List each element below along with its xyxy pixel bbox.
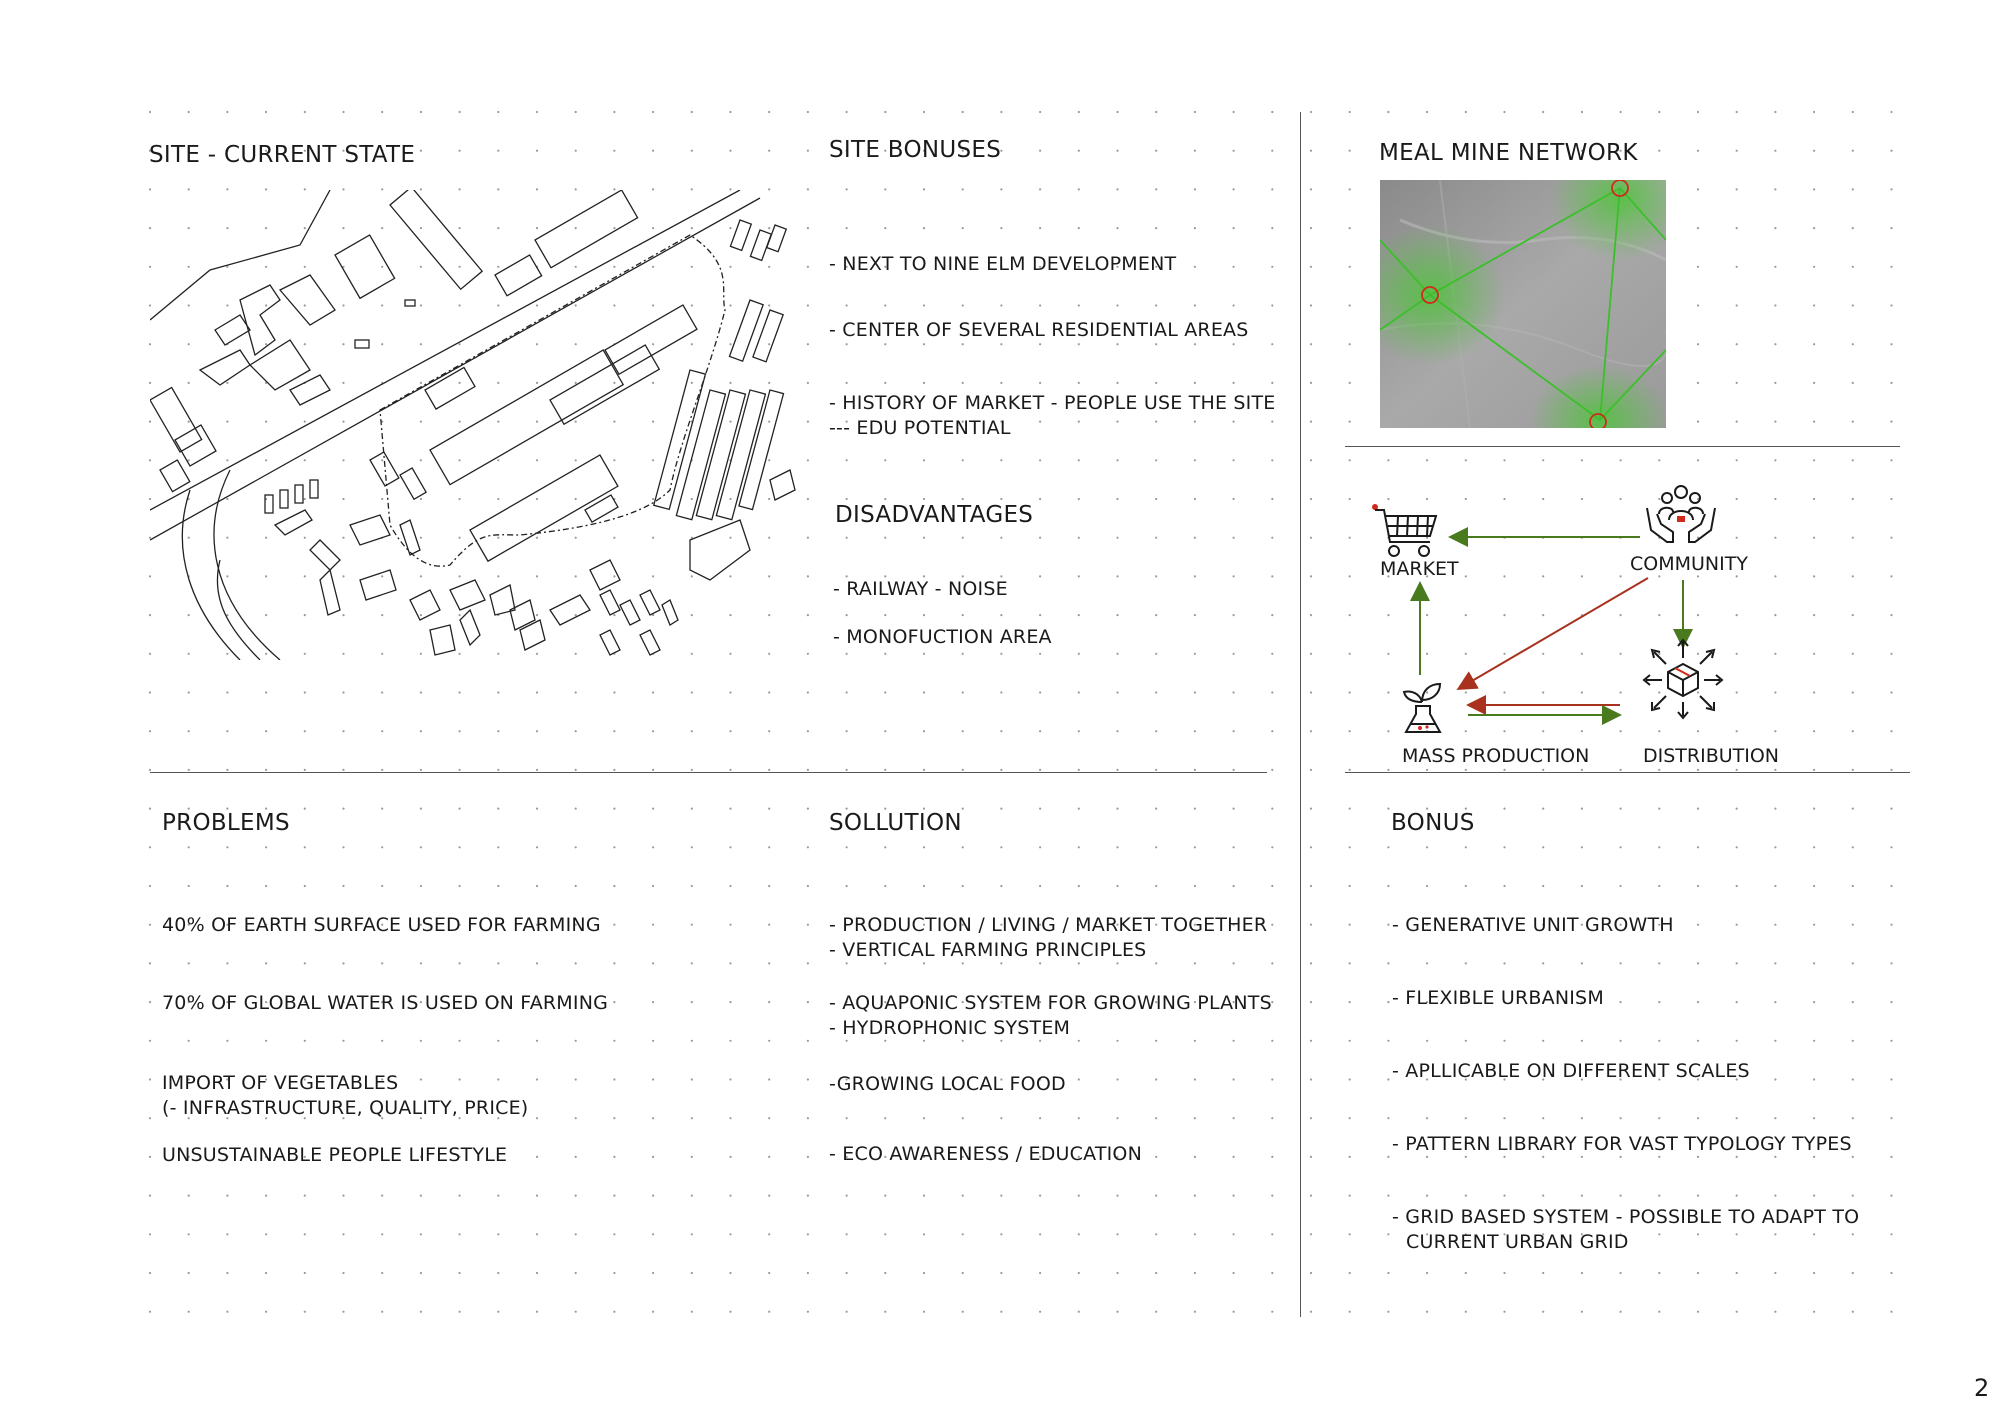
shopping-cart-icon — [1370, 502, 1440, 566]
site-bonus-item-1: - NEXT TO NINE ELM DEVELOPMENT — [829, 253, 1177, 275]
bonus-item-5: - GRID BASED SYSTEM - POSSIBLE TO ADAPT TO CURRENT URBAN GRID — [1392, 1206, 1860, 1253]
horizontal-divider-left — [150, 772, 1267, 773]
problem-item-1: 40% OF EARTH SURFACE USED FOR FARMING — [162, 914, 601, 936]
market-label: MARKET — [1380, 558, 1459, 580]
disadvantages-title: DISADVANTAGES — [835, 502, 1034, 528]
site-bonuses-title: SITE BONUSES — [829, 137, 1002, 163]
site-bonus-item-3: - HISTORY OF MARKET - PEOPLE USE THE SITE --- EDU POTENTIAL — [829, 392, 1276, 439]
distribution-label: DISTRIBUTION — [1643, 745, 1780, 767]
bonus-item-3: - APLLICABLE ON DIFFERENT SCALES — [1392, 1060, 1750, 1082]
solution-item-2: - AQUAPONIC SYSTEM FOR GROWING PLANTS - HYDROPHONIC SYSTEM — [829, 992, 1272, 1039]
market-flow-diagram — [1350, 470, 1950, 770]
community-label: COMMUNITY — [1630, 553, 1748, 575]
problem-item-2: 70% OF GLOBAL WATER IS USED ON FARMING — [162, 992, 609, 1014]
horizontal-divider-network — [1345, 446, 1900, 447]
horizontal-divider-right — [1345, 772, 1910, 773]
solution-item-1: - PRODUCTION / LIVING / MARKET TOGETHER - VERTICAL FARMING PRINCIPLES — [829, 914, 1268, 961]
solution-title: SOLLUTION — [829, 810, 962, 836]
solution-item-4: - ECO AWARENESS / EDUCATION — [829, 1143, 1142, 1165]
plant-flask-icon — [1400, 680, 1446, 740]
site-map — [150, 190, 800, 660]
mass-production-label: MASS PRODUCTION — [1402, 745, 1590, 767]
arrow-community-to-production — [1460, 578, 1648, 688]
problems-title: PROBLEMS — [162, 810, 290, 836]
disadvantage-item-1: - RAILWAY - NOISE — [833, 578, 1008, 600]
page-number: 2 — [1974, 1374, 1990, 1402]
meal-mine-network-title: MEAL MINE NETWORK — [1379, 140, 1638, 166]
bonus-title: BONUS — [1391, 810, 1475, 836]
site-current-title: SITE - CURRENT STATE — [149, 142, 416, 168]
solution-item-3: -GROWING LOCAL FOOD — [829, 1073, 1066, 1095]
vertical-divider — [1300, 112, 1301, 1317]
distribution-box-icon — [1640, 638, 1726, 724]
disadvantage-item-2: - MONOFUCTION AREA — [833, 626, 1052, 648]
problem-item-4: UNSUSTAINABLE PEOPLE LIFESTYLE — [162, 1144, 508, 1166]
meal-mine-network-map — [1380, 180, 1666, 428]
site-bonus-item-2: - CENTER OF SEVERAL RESIDENTIAL AREAS — [829, 319, 1249, 341]
bonus-item-2: - FLEXIBLE URBANISM — [1392, 987, 1604, 1009]
problem-item-3: IMPORT OF VEGETABLES (- INFRASTRUCTURE, QUALITY, PRICE) — [162, 1072, 529, 1119]
bonus-item-1: - GENERATIVE UNIT GROWTH — [1392, 914, 1674, 936]
community-hands-icon — [1643, 480, 1719, 554]
bonus-item-4: - PATTERN LIBRARY FOR VAST TYPOLOGY TYPES — [1392, 1133, 1852, 1155]
